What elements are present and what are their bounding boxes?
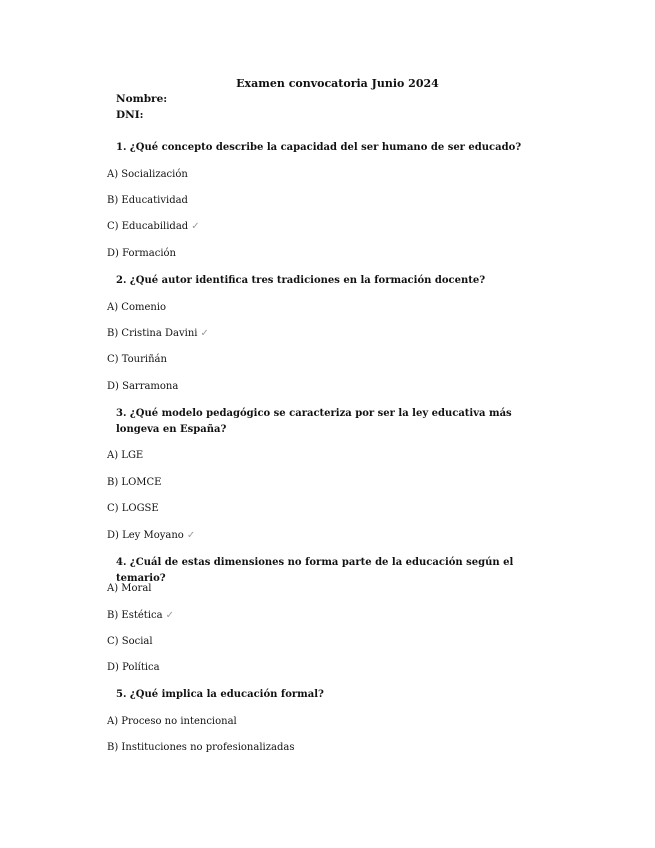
answer-1c: C) Educabilidad ✓ <box>107 221 200 232</box>
answer-3c: C) LOGSE <box>107 503 159 514</box>
answer-4c: C) Social <box>107 636 153 647</box>
answer-5a: A) Proceso no intencional <box>107 716 237 727</box>
answer-1a: A) Socialización <box>107 169 188 180</box>
answer-1d: D) Formación <box>107 248 176 259</box>
answer-2d: D) Sarramona <box>107 381 179 392</box>
answer-3b: B) LOMCE <box>107 477 162 488</box>
question-4: 4. ¿Cuál de estas dimensiones no forma parte de la educación según el temario? <box>116 557 514 584</box>
answer-5b: B) Instituciones no profesionalizadas <box>107 742 295 753</box>
question-1: 1. ¿Qué concepto describe la capacidad del ser humano de ser educado? <box>116 142 522 153</box>
answer-2b: B) Cristina Davini ✓ <box>107 328 209 339</box>
question-3: 3. ¿Qué modelo pedagógico se caracteriza por ser la ley educativa más longeva en España? <box>116 408 512 435</box>
name-label: Nombre: <box>116 93 168 105</box>
answer-3d: D) Ley Moyano ✓ <box>107 530 196 541</box>
dni-label: DNI: <box>116 109 144 121</box>
question-2: 2. ¿Qué autor identifica tres tradiciones en la formación docente? <box>116 275 486 286</box>
answer-4b: B) Estética ✓ <box>107 610 174 621</box>
answer-4a: A) Moral <box>107 583 152 594</box>
question-5: 5. ¿Qué implica la educación formal? <box>116 689 324 700</box>
check-mark-icon: ✓ <box>191 221 200 232</box>
answer-2c: C) Touriñán <box>107 354 167 365</box>
check-mark-icon: ✓ <box>186 530 196 541</box>
answer-3a: A) LGE <box>107 450 144 461</box>
check-mark-icon: ✓ <box>165 610 174 621</box>
check-mark-icon: ✓ <box>200 328 209 339</box>
answer-4d: D) Política <box>107 662 160 673</box>
answer-1b: B) Educatividad <box>107 195 188 206</box>
answer-2a: A) Comenio <box>107 302 167 313</box>
exam-title: Examen convocatoria Junio 2024 <box>236 77 439 90</box>
